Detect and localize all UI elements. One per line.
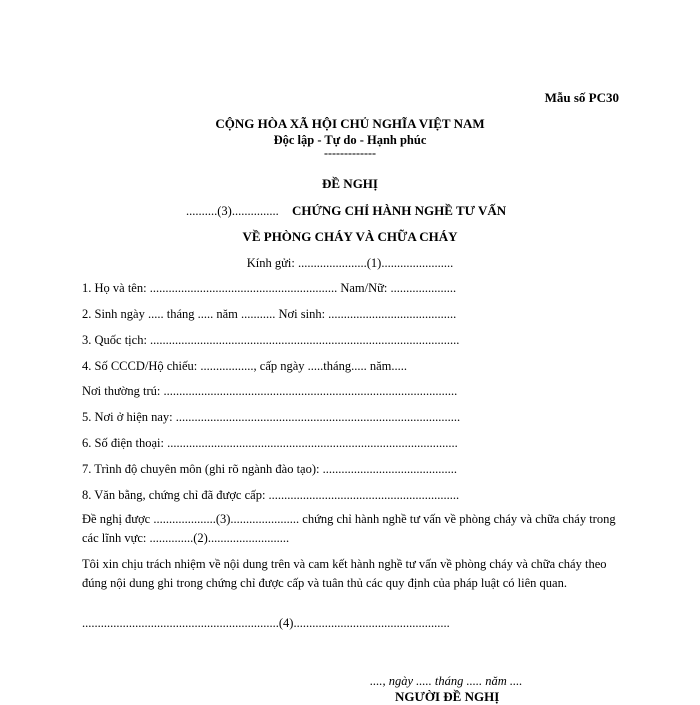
field-name: 1. Họ và tên: ............................................................ Nam/Nữ: ..................... (82, 281, 457, 295)
recipient-line: Kính gửi: ......................(1)....................... (246, 256, 454, 270)
form-code: Mẫu số PC30 (544, 90, 619, 105)
title-prefix: ..........(3)............... (186, 204, 279, 218)
field-nationality: 3. Quốc tịch: ................................................................................................... (82, 333, 460, 347)
header-separator: ------------- (324, 146, 376, 160)
field-certificates: 8. Văn bằng, chứng chỉ đã được cấp: ............................................................. (82, 488, 460, 502)
field-phone: 6. Số điện thoại: ............................................................................................. (82, 436, 458, 450)
field-birth: 2. Sinh ngày ..... tháng ..... năm ........... Nơi sinh: ......................................... (82, 307, 457, 321)
signer-title: NGƯỜI ĐỀ NGHỊ (395, 689, 500, 704)
motto: Độc lập - Tự do - Hạnh phúc (273, 133, 427, 147)
commitment-paragraph: Tôi xin chịu trách nhiệm về nội dung trên và cam kết hành nghề tư vấn về phòng cháy và chữa cháy theo đúng nội dung ghi trong chứng chỉ được cấp và tuân thủ các quy định của pháp luật có liên quan. (82, 557, 607, 590)
request-paragraph: Đề nghị được ....................(3)...................... chứng chỉ hành nghề tư vấn về phòng cháy và chữa cháy trong các lĩnh vực: ..............(2).......................... (82, 512, 616, 545)
country-heading: CỘNG HÒA XÃ HỘI CHỦ NGHĨA VIỆT NAM (215, 116, 485, 131)
field-education: 7. Trình độ chuyên môn (ghi rõ ngành đào tạo): ........................................... (82, 462, 457, 476)
field-current-address: 5. Nơi ở hiện nay: ........................................................................................... (82, 410, 461, 424)
document-title: ĐỀ NGHỊ (322, 176, 378, 191)
certificate-title: CHỨNG CHỈ HÀNH NGHỀ TƯ VẤN (292, 203, 507, 218)
note-line: ...............................................................(4).................................................. (82, 616, 450, 630)
field-residence: Nơi thường trú: .............................................................................................. (82, 384, 458, 398)
date-line: ...., ngày ..... tháng ..... năm .... (370, 674, 523, 688)
certificate-subtitle: VỀ PHÒNG CHÁY VÀ CHỮA CHÁY (242, 229, 458, 244)
field-id-card: 4. Số CCCD/Hộ chiếu: ................., cấp ngày .....tháng..... năm..... (82, 359, 407, 373)
